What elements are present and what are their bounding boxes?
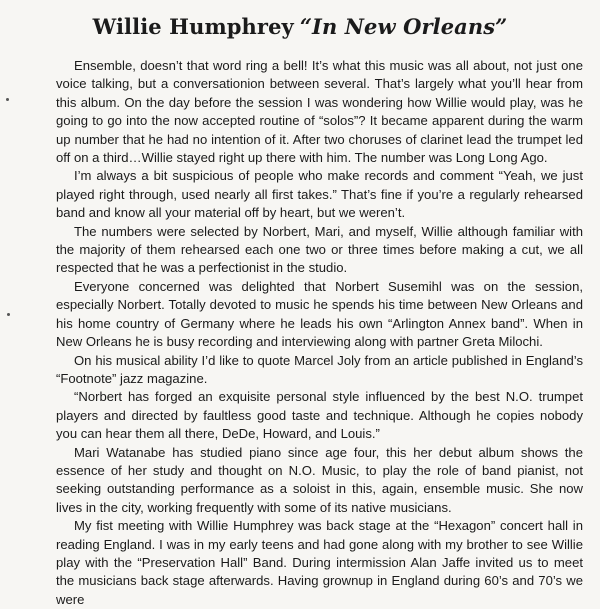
paragraph: The numbers were selected by Norbert, Mari, and myself, Willie although familiar with the majority of them rehearsed each one two or three times before making a cut, we all respected that he was a perfectionist in the studio. [56, 223, 583, 276]
title-album: “In New Orleans” [299, 14, 508, 39]
title-name: Willie Humphrey [92, 14, 294, 39]
paragraph: “Norbert has forged an exquisite personal style influenced by the best N.O. trumpet players and directed by faultless good taste and technique. Although he copies nobody you can hear them all there, DeDe, Howard, and Louis.” [56, 389, 583, 442]
scan-speck [6, 98, 9, 101]
liner-notes-body [56, 57, 583, 609]
paragraph: Everyone concerned was delighted that Norbert Susemihl was on the session, especially Norbert. Totally devoted to music he spends his time between New Orleans and his home country of Germany where he leads his own “Arlington Annex band”. When in New Orleans he is busy recording and interviewing along with partner Greta Milochi. [56, 278, 583, 350]
scan-speck [7, 313, 10, 316]
page-title [0, 14, 600, 39]
paragraph: Mari Watanabe has studied piano since age four, this her debut album shows the essence of her study and thought on N.O. Music, to play the role of band pianist, not seeking outstanding performance as a soloist in this, again, ensemble music. She now lives in the city, working frequently with some of its native musicians. [56, 444, 583, 515]
paragraph: I’m always a bit suspicious of people who make records and comment “Yeah, we just played right through, used nearly all first takes.” That’s fine if you’re a regularly rehearsed band and know all your material off by heart, but we weren’t. [56, 168, 583, 221]
paragraph: My fist meeting with Willie Humphrey was back stage at the “Hexagon” concert hall in reading England. I was in my early teens and had gone along with my brother to see Willie play with the “Preservation Hall” Band. During intermission Alan Jaffe invited us to meet the musicians back stage afterwards. Having grownup in England during 60’s and 70’s we were [56, 518, 583, 607]
paragraph: On his musical ability I’d like to quote Marcel Joly from an article published in England’s “Footnote” jazz magazine. [56, 352, 583, 386]
paragraph: Ensemble, doesn’t that word ring a bell! It’s what this music was all about, not just one voice talking, but a conversationion between several. That’s largely what you’ll hear from this album. On the day before the session I was wondering how Willie would play, was he going to go into the now accepted routine of “solos”? It became apparent during the warm up number that he had no intention of it. After two choruses of clarinet lead the trumpet led off on a third…Willie stayed right up there with him. The number was Long Long Ago. [56, 58, 583, 166]
